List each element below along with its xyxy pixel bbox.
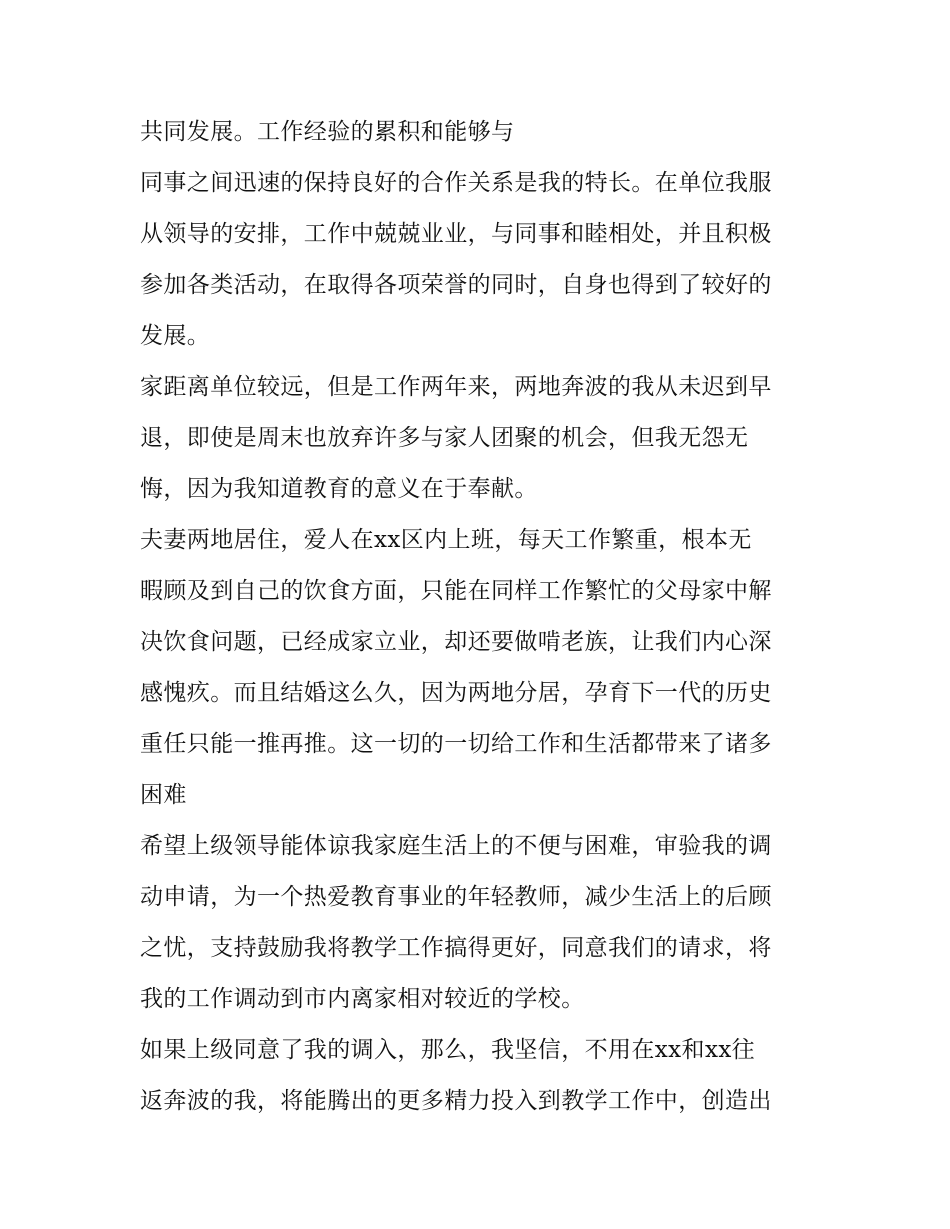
text-line: 返奔波的我，将能腾出的更多精力投入到教学工作中，创造出 [140,1088,772,1114]
text-line: 夫妻两地居住，爱人在xx区内上班，每天工作繁重，根本无 [140,527,752,553]
text-line: 感愧疚。而且结婚这么久，因为两地分居，孕育下一代的历史 [140,680,772,706]
text-line: 退，即使是周末也放弃许多与家人团聚的机会，但我无怨无 [140,425,749,451]
text-line: 家距离单位较远，但是工作两年来，两地奔波的我从未迟到早 [140,374,772,400]
text-line: 参加各类活动，在取得各项荣誉的同时，自身也得到了较好的 [140,272,772,298]
text-line: 如果上级同意了我的调入，那么，我坚信，不用在xx和xx往 [140,1037,756,1063]
text-line: 悔，因为我知道教育的意义在于奉献。 [140,476,538,502]
text-line: 同事之间迅速的保持良好的合作关系是我的特长。在单位我服 [140,170,772,196]
text-line: 重任只能一推再推。这一切的一切给工作和生活都带来了诸多 [140,731,772,757]
text-line: 决饮食问题，已经成家立业，却还要做啃老族，让我们内心深 [140,629,772,655]
text-line: 希望上级领导能体谅我家庭生活上的不便与困难，审验我的调 [140,833,772,859]
text-line: 从领导的安排，工作中兢兢业业，与同事和睦相处，并且积极 [140,221,772,247]
text-line: 暇顾及到自己的饮食方面，只能在同样工作繁忙的父母家中解 [140,578,772,604]
text-line: 我的工作调动到市内离家相对较近的学校。 [140,986,585,1012]
text-line: 困难 [140,782,187,808]
text-line: 共同发展。工作经验的累积和能够与 [140,119,515,145]
text-line: 之忧，支持鼓励我将教学工作搞得更好，同意我们的请求，将 [140,935,772,961]
text-line: 发展。 [140,323,211,349]
document-body [140,107,840,1127]
text-line: 动申请，为一个热爱教育事业的年轻教师，减少生活上的后顾 [140,884,772,910]
